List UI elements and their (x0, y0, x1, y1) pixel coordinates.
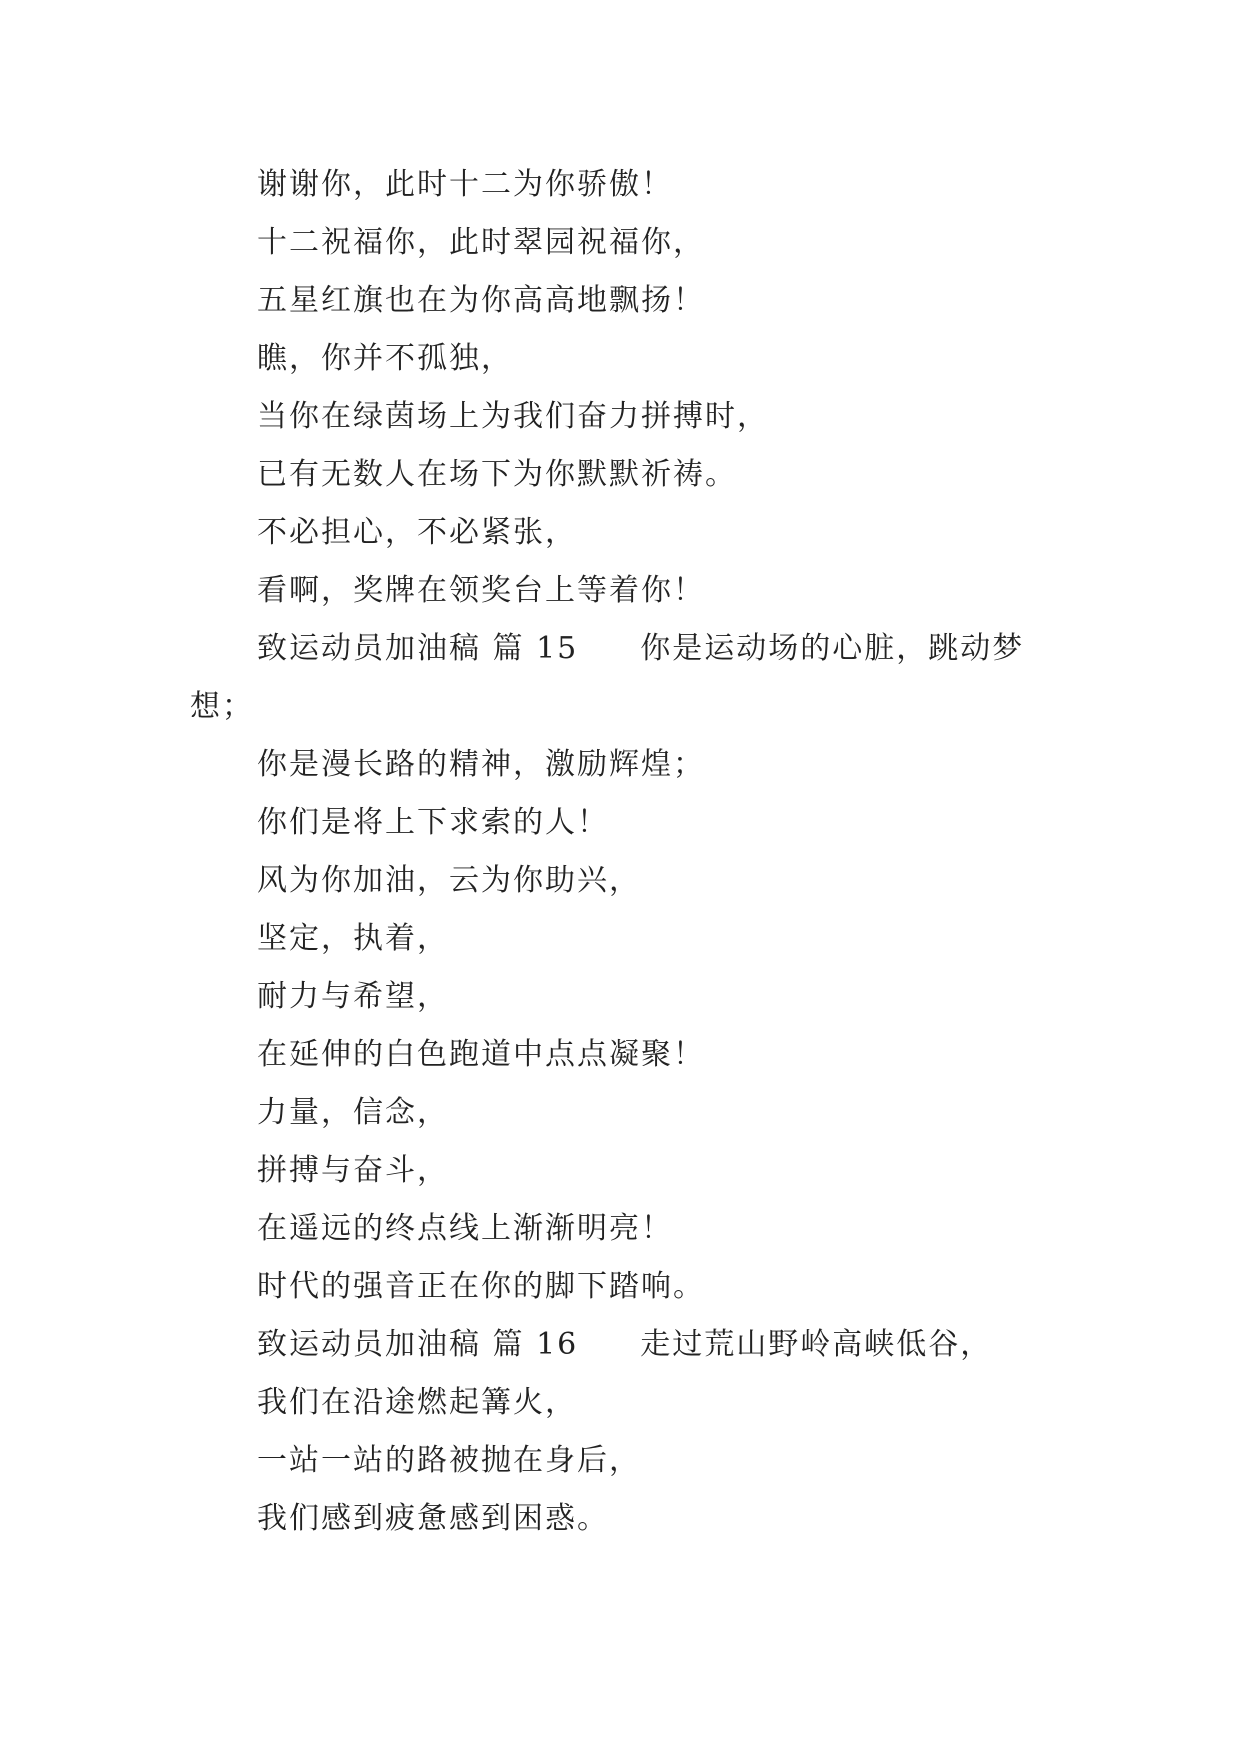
text-line: 不必担心，不必紧张， (257, 515, 577, 550)
text-line: 时代的强音正在你的脚下踏响。 (257, 1269, 705, 1304)
text-line: 耐力与希望， (257, 979, 449, 1014)
text-line: 风为你加油，云为你助兴， (257, 863, 641, 898)
text-line: 五星红旗也在为你高高地飘扬！ (257, 283, 705, 318)
text-line: 你们是将上下求索的人！ (257, 805, 609, 840)
section-heading-line (257, 1325, 992, 1365)
text-line: 瞧，你并不孤独， (257, 341, 513, 376)
section-first-text: 你是运动场的心脏，跳动梦 (640, 631, 1025, 666)
text-line: 谢谢你，此时十二为你骄傲！ (257, 167, 673, 202)
text-line: 在延伸的白色跑道中点点凝聚！ (257, 1037, 705, 1072)
section-heading: 致运动员加油稿 篇 16 (257, 1327, 579, 1362)
section-first-text: 走过荒山野岭高峡低谷， (640, 1327, 993, 1362)
text-line: 一站一站的路被抛在身后， (257, 1443, 641, 1478)
text-line: 你是漫长路的精神，激励辉煌； (257, 747, 705, 782)
text-line: 已有无数人在场下为你默默祈祷。 (257, 457, 737, 492)
text-line: 在遥远的终点线上渐渐明亮！ (257, 1211, 673, 1246)
text-line: 十二祝福你，此时翠园祝福你， (257, 225, 705, 260)
text-line: 看啊，奖牌在领奖台上等着你！ (257, 573, 705, 608)
text-line: 当你在绿茵场上为我们奋力拼搏时， (257, 399, 769, 434)
text-line: 坚定，执着， (257, 921, 449, 956)
text-line: 力量，信念， (257, 1095, 449, 1130)
text-line: 拼搏与奋斗， (257, 1153, 449, 1188)
text-line: 我们在沿途燃起篝火， (257, 1385, 577, 1420)
section-heading: 致运动员加油稿 篇 15 (257, 631, 579, 666)
text-line: 我们感到疲惫感到困惑。 (257, 1501, 609, 1536)
section-heading-line (257, 629, 1024, 669)
text-line-wrap: 想； (190, 689, 254, 724)
